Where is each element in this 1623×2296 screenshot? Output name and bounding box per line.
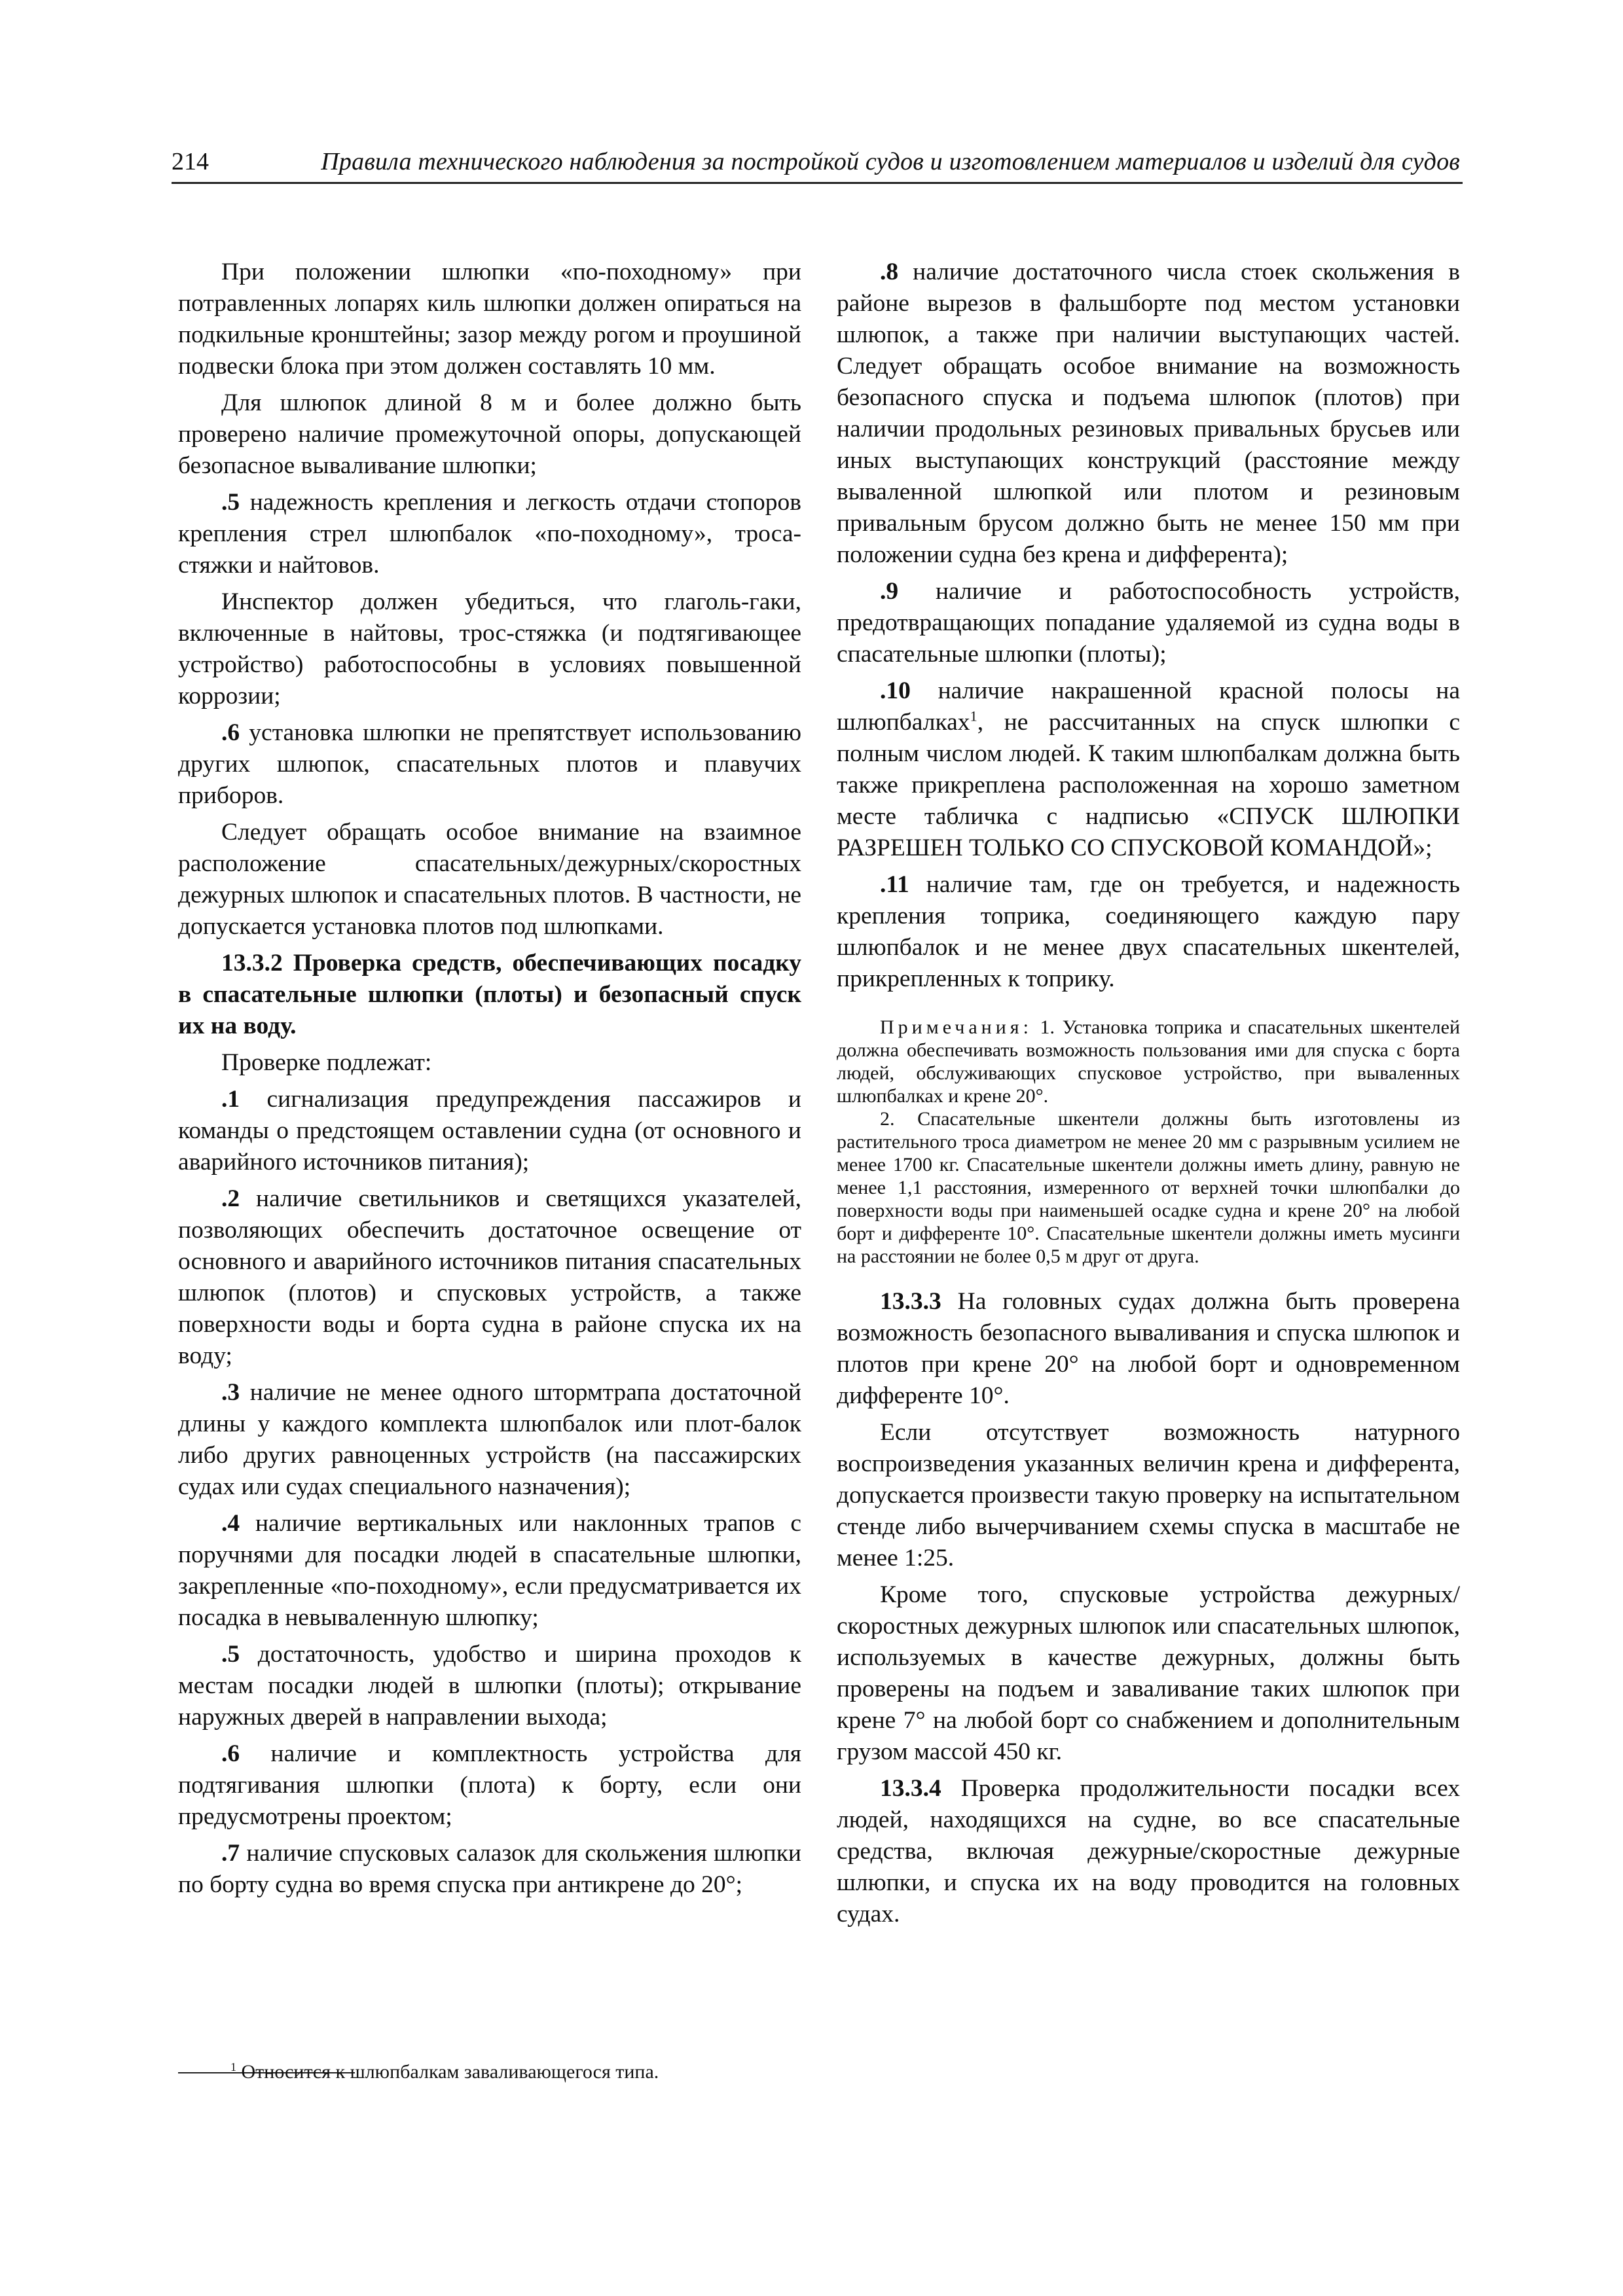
footnote-mark: 1 [230, 2060, 236, 2073]
section-number: 13.3.3 [880, 1288, 941, 1315]
item-text: наличие вертикальных или наклонных трапов с поручнями для посадки людей в спасательные шлюпки, закрепленные «по-походному», если предусматривается их посадка в невываленную шлюпку; [178, 1510, 801, 1631]
paragraph: При положении шлюпки «по-походному» при потравленных лопарях киль шлюпки должен опираться на подкильные кронштейны; зазор между рогом и проушиной подвески блока при этом должен составлять 10 мм. [178, 259, 801, 380]
section-13-3-4 [837, 1773, 1460, 1930]
item-text: наличие светильников и светящихся указателей, позволяющих обеспечить достаточное освещение от основного и аварийного источников питания спасательных шлюпок (плотов) и спусковых устройств, а также поверхности воды и борта судна в районе спуска их на воду; [178, 1185, 801, 1369]
item-number: .11 [880, 871, 909, 898]
page-header [172, 145, 1463, 184]
item-text: наличие накрашенной красной полосы на шлюпбалках [837, 677, 1460, 736]
list-item [178, 1838, 801, 1901]
left-column [178, 257, 801, 1906]
item-number: .1 [221, 1086, 240, 1113]
item-text: сигнализация предупреждения пассажиров и команды о предстоящем оставлении судна (от основного и аварийного источников питания); [178, 1086, 801, 1175]
list-item [837, 576, 1460, 670]
item-text: наличие и работоспособность устройств, предотвращающих попадание удаляемой из судна воды в спасательные шлюпки (плоты); [837, 578, 1460, 668]
item-number: .2 [221, 1185, 240, 1212]
list-item [178, 487, 801, 581]
list-item [178, 1639, 801, 1733]
note-text: 1. Установка топрика и спасательных шкентелей должна обеспечивать возможность пользования ими для спуска с борта людей, обслуживающих спусковое устройство, при вываленных шлюпбалках и крене 20°. [837, 1016, 1460, 1107]
item-number: .6 [221, 1740, 240, 1767]
item-number: .9 [880, 578, 899, 605]
item-number: .7 [221, 1840, 240, 1867]
page-number: 214 [172, 148, 209, 175]
item-number: .4 [221, 1510, 240, 1537]
section-heading: 13.3.2 Проверка средств, обеспечивающих посадку в спасательные шлюпки (плоты) и безопасный спуск их на воду. [178, 950, 801, 1039]
item-text: наличие не менее одного штормтрапа достаточной длины у каждого комплекта шлюпбалок или плот-балок либо других равноценных устройств (на пассажирских судах или судах специального назначения); [178, 1379, 801, 1500]
list-item [837, 675, 1460, 864]
section-text: На головных судах должна быть проверена возможность безопасного вываливания и спуска шлюпок и плотов при крене 20° на любой борт и одновременном дифференте 10°. [837, 1288, 1460, 1409]
item-text: наличие и комплектность устройства для подтягивания шлюпки (плота) к борту, если они предусмотрены проектом; [178, 1740, 801, 1830]
paragraph: Инспектор должен убедиться, что глаголь-гаки, включенные в найтовы, трос-стяжка (и подтягивающее устройство) работоспособны в условиях повышенной коррозии; [178, 588, 801, 709]
section-number: 13.3.4 [880, 1775, 941, 1802]
list-item [178, 1084, 801, 1178]
item-text: наличие спусковых салазок для скольжения шлюпки по борту судна во время спуска при антикрене до 20°; [178, 1840, 801, 1898]
list-item [178, 1508, 801, 1634]
item-number: .3 [221, 1379, 240, 1406]
section-13-3-3 [837, 1286, 1460, 1412]
paragraph: Проверке подлежат: [221, 1049, 432, 1076]
item-number: .5 [221, 1641, 240, 1668]
list-item [178, 1738, 801, 1833]
paragraph: Если отсутствует возможность натурного воспроизведения указанных величин крена и дифферента, допускается произвести такую проверку на испытательном стенде либо вычерчиванием схемы спуска в масштабе не менее 1:25. [837, 1419, 1460, 1571]
running-title: Правила технического наблюдения за постройкой судов и изготовлением материалов и изделий для судов [321, 148, 1460, 175]
footnote-marker: 1 [970, 708, 977, 725]
list-item [837, 257, 1460, 571]
item-text: надежность крепления и легкость отдачи стопоров крепления стрел шлюпбалок «по-походному», троса-стяжки и найтовов. [178, 489, 801, 579]
item-text: наличие достаточного числа стоек скольжения в районе вырезов в фальшборте под местом установки шлюпок, а также при наличии выступающих частей. Следует обращать особое внимание на возможность безопасного спуска и подъема шлюпок (плотов) при наличии продольных резиновых привальных брусьев или иных выступающих конструкций (расстояние между вываленной шлюпкой или плотом и резиновым привальным брусом должно быть не менее 150 мм при положении судна без крена и дифферента); [837, 259, 1460, 568]
item-number: .8 [880, 259, 899, 285]
paragraph: Для шлюпок длиной 8 м и более должно быть проверено наличие промежуточной опоры, допускающей безопасное вываливание шлюпки; [178, 389, 801, 479]
item-number: .5 [221, 489, 240, 516]
notes-block [837, 1016, 1460, 1268]
footnote [178, 2059, 801, 2085]
item-number: .6 [221, 719, 240, 746]
item-text: достаточность, удобство и ширина проходов к местам посадки людей в шлюпки (плоты); открывание наружных дверей в направлении выхода; [178, 1641, 801, 1731]
notes-label: Примечания: [880, 1016, 1032, 1038]
right-column [837, 257, 1460, 1935]
paragraph: Следует обращать особое внимание на взаимное расположение спасательных/дежурных/скоростных дежурных шлюпок и спасательных плотов. В частности, не допускается установка плотов под шлюпками. [178, 819, 801, 940]
footnote-text: Относится к шлюпбалкам заваливающегося типа. [236, 2061, 659, 2083]
paragraph: Кроме того, спусковые устройства дежурных/скоростных дежурных шлюпок или спасательных шлюпок, используемых в качестве дежурных, должны быть проверены на подъем и заваливание таких шлюпок при крене 7° на любой борт со снабжением и дополнительным грузом массой 450 кг. [837, 1581, 1460, 1765]
list-item [837, 869, 1460, 995]
section-text: Проверка продолжительности посадки всех людей, находящихся на судне, во все спасательные средства, включая дежурные/скоростные дежурные шлюпки, и спуска их на воду проводится на головных судах. [837, 1775, 1460, 1928]
list-item [178, 1183, 801, 1372]
item-text: наличие там, где он требуется, и надежность крепления топрика, соединяющего каждую пару шлюпбалок и не менее двух спасательных шкентелей, прикрепленных к топрику. [837, 871, 1460, 992]
list-item [178, 717, 801, 812]
list-item [178, 1377, 801, 1503]
item-number: .10 [880, 677, 911, 704]
note-1 [837, 1016, 1460, 1107]
note-2: 2. Спасательные шкентели должны быть изготовлены из растительного троса диаметром не менее 20 мм с разрывным усилием не менее 1700 кг. Спасательные шкентели должны иметь длину, равную не менее 1,1 расстояния, измеренного от верхней точки шлюпбалки до поверхности воды при наименьшей осадке судна и крене 20° на любой борт и дифференте 10°. Спасательные шкентели должны иметь мусинги на расстоянии не более 0,5 м друг от друга. [837, 1108, 1460, 1267]
item-text: установка шлюпки не препятствует использованию других шлюпок, спасательных плотов и плавучих приборов. [178, 719, 801, 809]
item-text: , не рассчитанных на спуск шлюпки с полным числом людей. К таким шлюпбалкам должна быть также прикреплена расположенная на хорошо заметном месте табличка с надписью «СПУСК ШЛЮПКИ РАЗРЕШЕН ТОЛЬКО СО СПУСКОВОЙ КОМАНДОЙ»; [837, 709, 1460, 861]
